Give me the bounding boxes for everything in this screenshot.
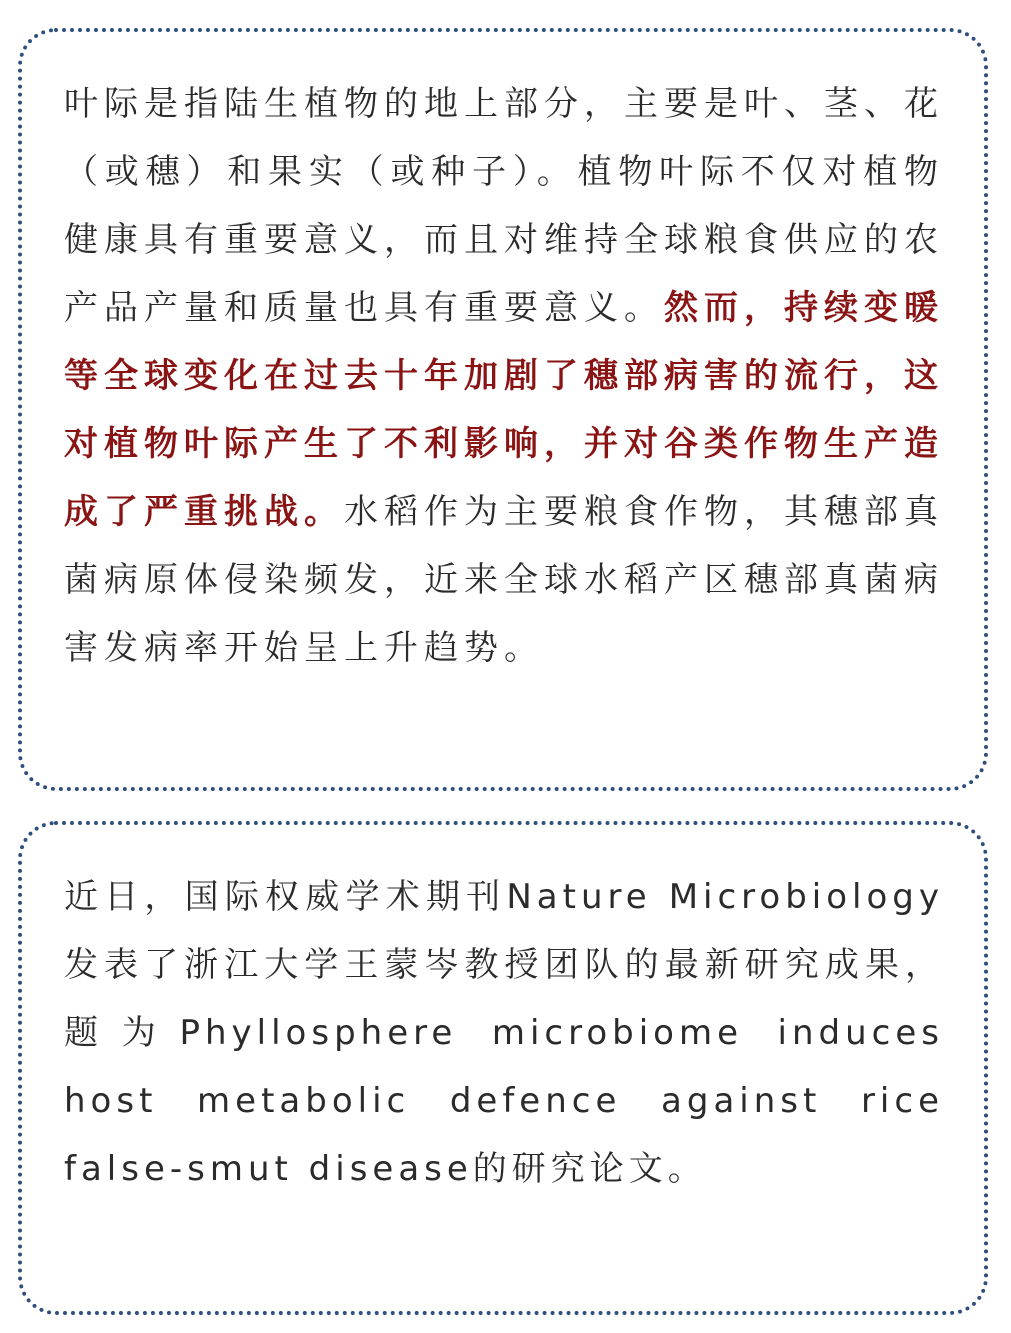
- intro-paragraph: [64, 70, 944, 682]
- intro-highlight-text: 然而，持续变暖等全球变化在过去十年加剧了穗部病害的流行，这对植物叶际产生了不利影响，并对谷类作物生产造成了严重挑战。: [64, 288, 944, 532]
- publication-paragraph: 近日，国际权威学术期刊Nature Microbiology发表了浙江大学王蒙岑教授团队的最新研究成果，题为Phyllosphere microbiome induces host metabolic defence against rice false-smut disease的研究论文。: [64, 877, 944, 1189]
- intro-card: [18, 28, 988, 791]
- publication-card: [18, 821, 988, 1315]
- intro-text-after: 水稻作为主要粮食作物，其穗部真菌病原体侵染频发，近来全球水稻产区穗部真菌病害发病率开始呈上升趋势。: [64, 492, 944, 668]
- intro-text-before: 叶际是指陆生植物的地上部分，主要是叶、茎、花（或穗）和果实（或种子）。植物叶际不仅对植物健康具有重要意义，而且对维持全球粮食供应的农产品产量和质量也具有重要意义。: [64, 84, 944, 328]
